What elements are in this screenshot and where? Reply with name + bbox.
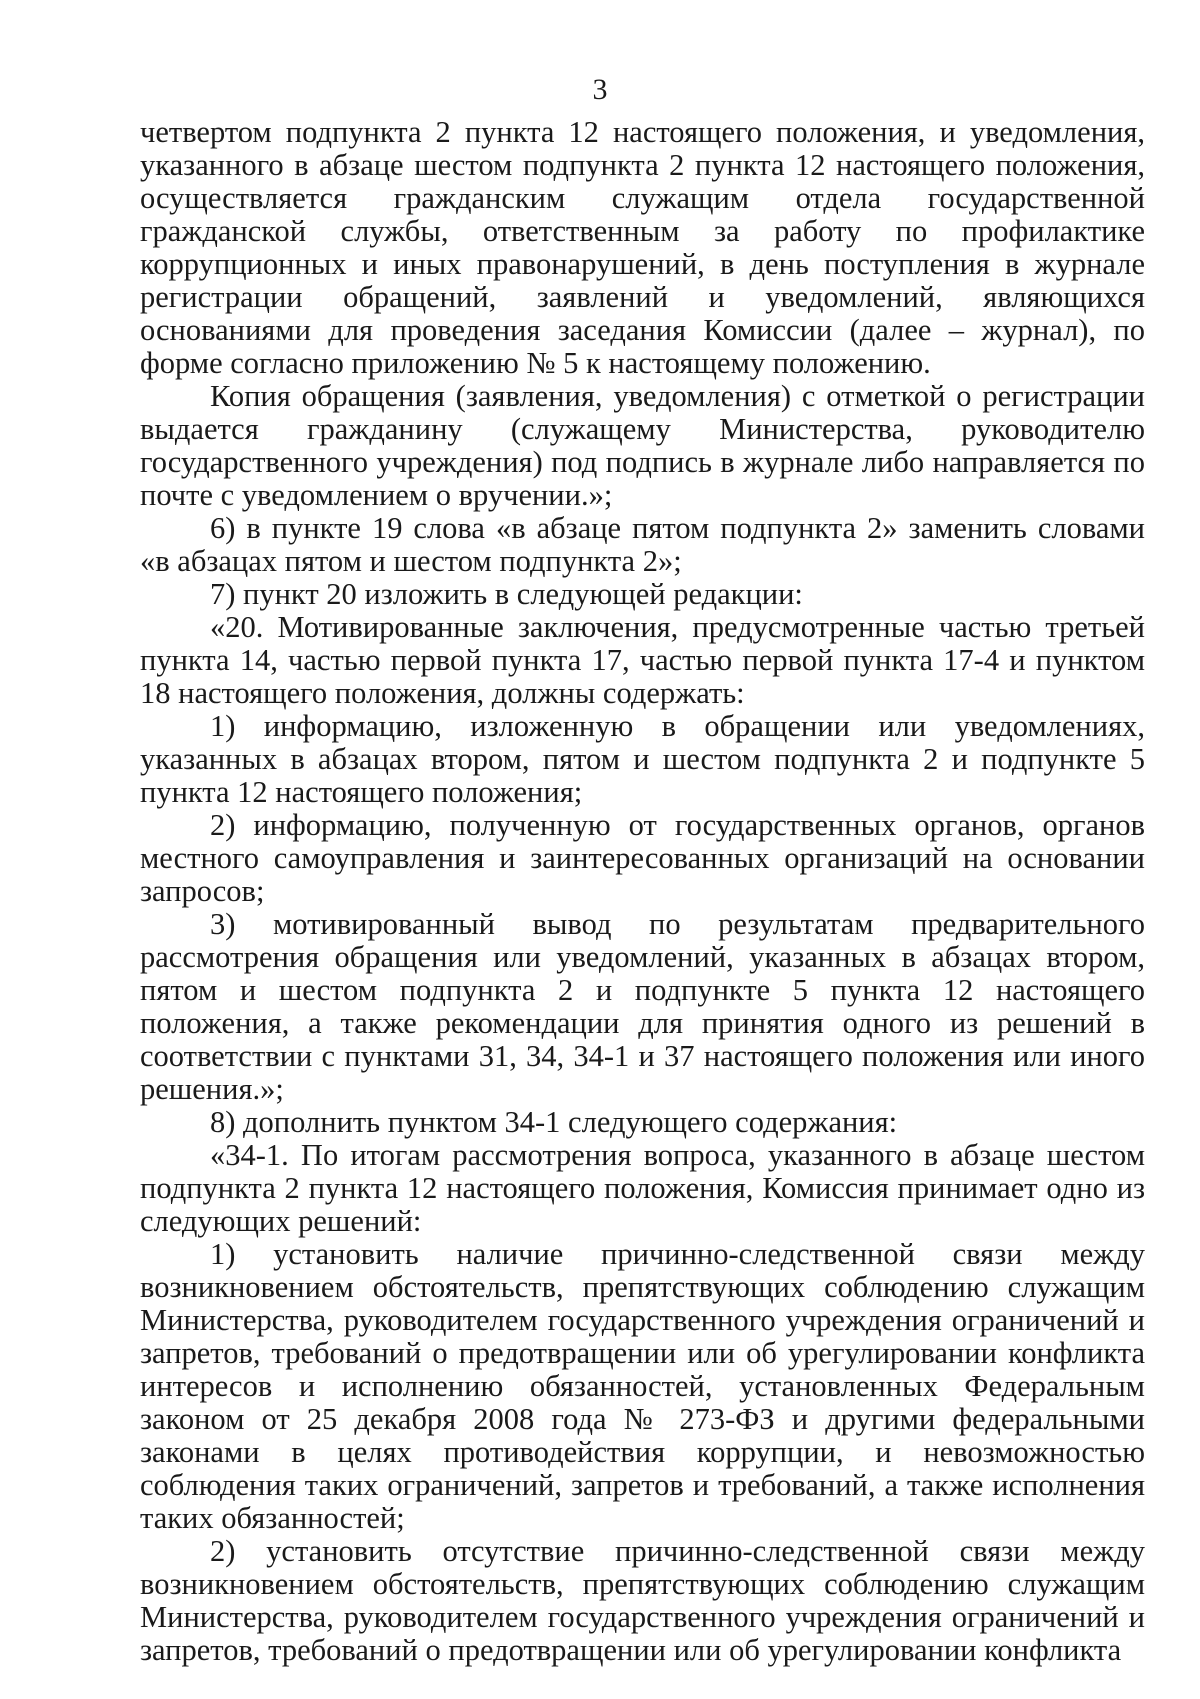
list-item: 3) мотивированный вывод по результатам предварительного рассмотрения обращения или уведомлений, указанных в абзацах втором, пятом и шестом подпункта 2 и подпункте 5 пункта 12 настоящего положения, а также рекомендации для принятия одного из решений в соответствии с пунктами 31, 34, 34-1 и 37 настоящего положения или иного решения.»; (140, 907, 1145, 1106)
list-item: 1) информацию, изложенную в обращении или уведомлениях, указанных в абзацах втором, пятом и шестом подпункта 2 и подпункте 5 пункта 12 настоящего положения; (140, 709, 1145, 809)
list-item: 8) дополнить пунктом 34-1 следующего содержания: (210, 1105, 898, 1139)
list-item: 2) информацию, полученную от государственных органов, органов местного самоуправления и заинтересованных организаций на основании запросов; (140, 808, 1145, 908)
list-item: 6) в пункте 19 слова «в абзаце пятом подпункта 2» заменить словами «в абзацах пятом и шестом подпункта 2»; (140, 511, 1145, 578)
paragraph: Копия обращения (заявления, уведомления) с отметкой о регистрации выдается гражданину (служащему Министерства, руководителю государственного учреждения) под подпись в журнале либо направляется по почте с уведомлением о вручении.»; (140, 379, 1145, 512)
paragraph: «34-1. По итогам рассмотрения вопроса, указанного в абзаце шестом подпункта 2 пункта 12 настоящего положения, Комиссия принимает одно из следующих решений: (140, 1138, 1145, 1238)
list-item: 1) установить наличие причинно-следственной связи между возникновением обстоятельств, препятствующих соблюдению служащим Министерства, руководителем государственного учреждения ограничений и запретов, требований о предотвращении или об урегулировании конфликта интересов и исполнению обязанностей, установленных Федеральным законом от 25 декабря 2008 года № 273-ФЗ и другими федеральными законами в целях противодействия коррупции, и невозможностью соблюдения таких ограничений, запретов и требований, а также исполнения таких обязанностей; (140, 1237, 1145, 1535)
list-item: 7) пункт 20 изложить в следующей редакции: (210, 577, 803, 611)
paragraph: «20. Мотивированные заключения, предусмотренные частью третьей пункта 14, частью первой пункта 17, частью первой пункта 17-4 и пунктом 18 настоящего положения, должны содержать: (140, 610, 1145, 710)
document-body (140, 116, 1145, 1667)
paragraph: четвертом подпункта 2 пункта 12 настоящего положения, и уведомления, указанного в абзаце шестом подпункта 2 пункта 12 настоящего положения, осуществляется гражданским служащим отдела государственной гражданской службы, ответственным за работу по профилактике коррупционных и иных правонарушений, в день поступления в журнале регистрации обращений, заявлений и уведомлений, являющихся основаниями для проведения заседания Комиссии (далее – журнал), по форме согласно приложению № 5 к настоящему положению. (140, 115, 1145, 380)
page-number: 3 (592, 73, 608, 106)
list-item: 2) установить отсутствие причинно-следственной связи между возникновением обстоятельств, препятствующих соблюдению служащим Министерства, руководителем государственного учреждения ограничений и запретов, требований о предотвращении или об урегулировании конфликта (140, 1534, 1145, 1667)
